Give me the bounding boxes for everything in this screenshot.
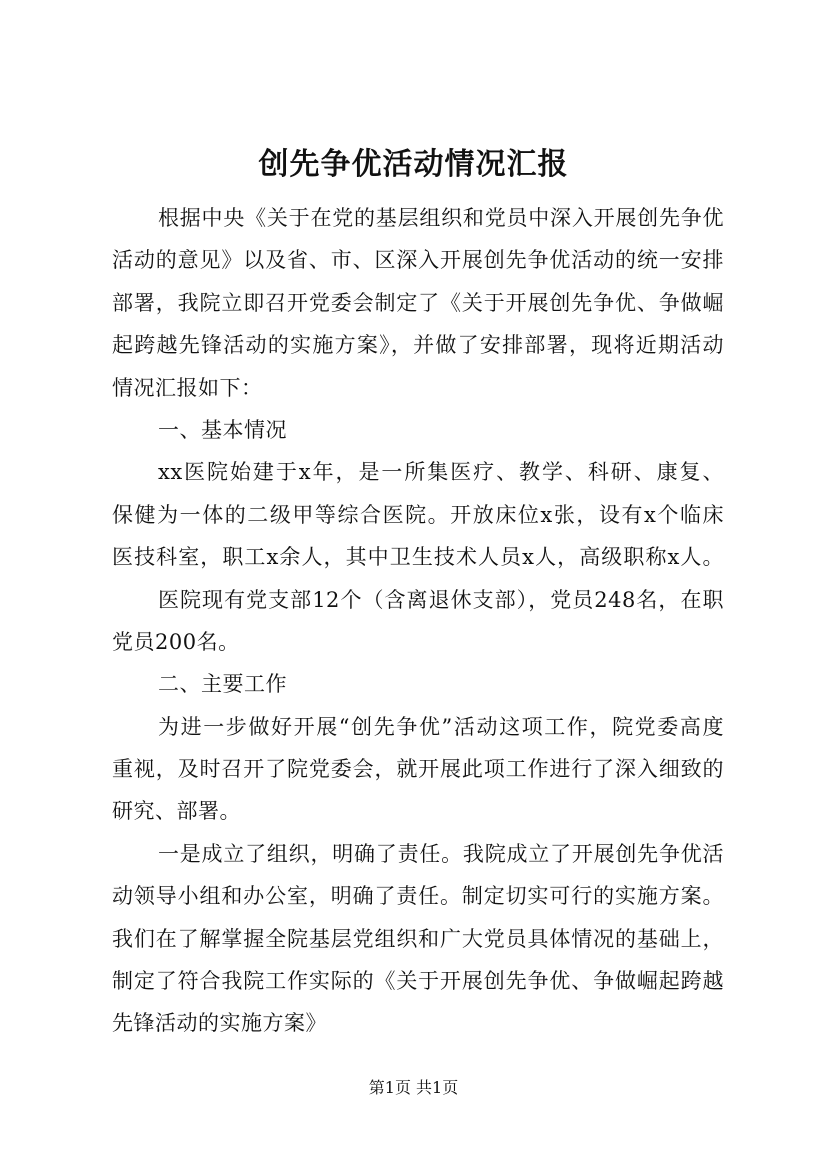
paragraph-line: 先锋活动的实施方案》 bbox=[112, 1011, 327, 1036]
paragraph-line: 为进一步做好开展“创先争优”活动这项工作，院党委高度 bbox=[158, 714, 724, 739]
paragraph-line: 保健为一体的二级甲等综合医院。开放床位x张，设有x个临床 bbox=[112, 502, 724, 527]
document-title: 创先争优活动情况汇报 bbox=[258, 147, 569, 182]
section-heading: 一、基本情况 bbox=[158, 417, 287, 442]
paragraph-line: 研究、部署。 bbox=[112, 799, 241, 824]
paragraph-line: 根据中央《关于在党的基层组织和党员中深入开展创先争优 bbox=[158, 206, 724, 230]
page-number-footer: 第1页 共1页 bbox=[368, 1078, 459, 1097]
paragraph-line: 我们在了解掌握全院基层党组织和广大党员具体情况的基础上， bbox=[112, 926, 724, 951]
paragraph-line: 制定了符合我院工作实际的《关于开展创先争优、争做崛起跨越 bbox=[112, 969, 724, 994]
document-body bbox=[112, 197, 724, 1045]
paragraph-line: 医院现有党支部12个（含离退休支部），党员248名，在职 bbox=[158, 587, 724, 612]
paragraph-line: 动领导小组和办公室，明确了责任。制定切实可行的实施方案。 bbox=[112, 884, 724, 909]
paragraph-line: 起跨越先锋活动的实施方案》，并做了安排部署，现将近期活动 bbox=[112, 333, 724, 358]
paragraph-line: 党员200名。 bbox=[112, 629, 240, 654]
paragraph-line: 情况汇报如下： bbox=[112, 375, 263, 400]
section-heading: 二、主要工作 bbox=[158, 672, 287, 697]
paragraph-line: 部署，我院立即召开党委会制定了《关于开展创先争优、争做崛 bbox=[112, 290, 724, 315]
paragraph-line: 一是成立了组织，明确了责任。我院成立了开展创先争优活 bbox=[158, 841, 724, 866]
paragraph-line: 重视，及时召开了院党委会，就开展此项工作进行了深入细致的 bbox=[112, 757, 724, 782]
paragraph-line: 活动的意见》以及省、市、区深入开展创先争优活动的统一安排 bbox=[112, 248, 724, 273]
paragraph-line: xx医院始建于x年，是一所集医疗、教学、科研、康复、 bbox=[158, 460, 724, 485]
paragraph-line: 医技科室，职工x余人，其中卫生技术人员x人，高级职称x人。 bbox=[112, 545, 724, 570]
